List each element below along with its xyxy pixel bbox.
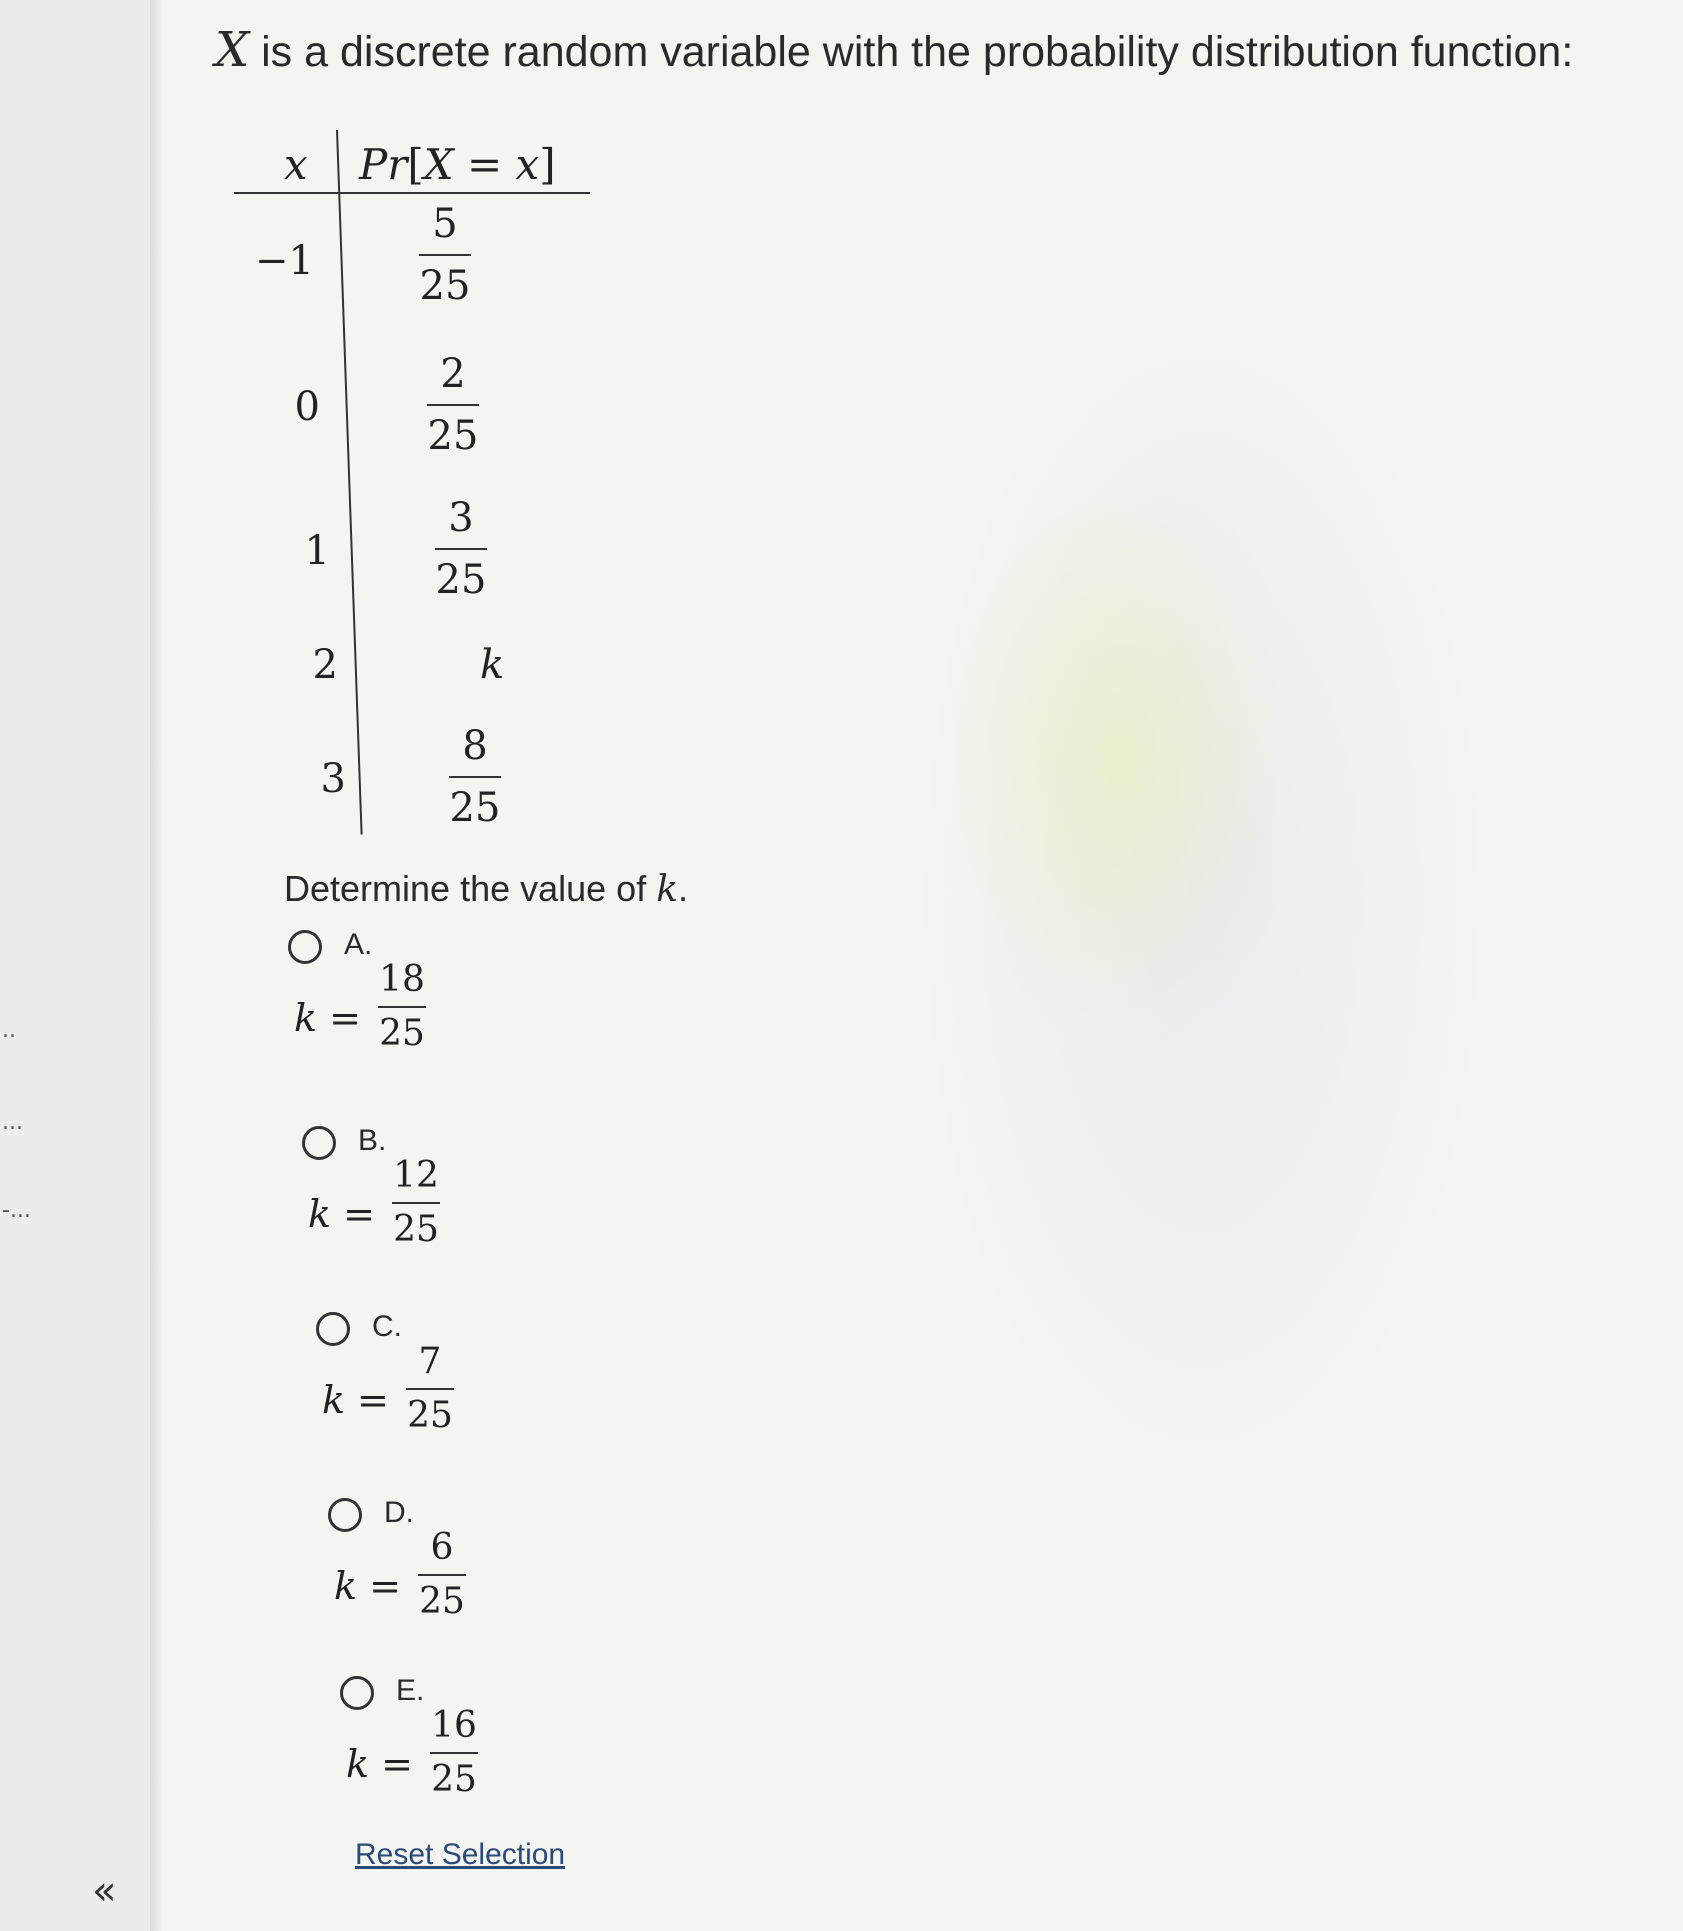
panel-divider[interactable]: [150, 0, 162, 1931]
sidebar-ellipsis-3[interactable]: -...: [2, 1198, 31, 1223]
table-header-x: x: [284, 140, 308, 189]
option-equation: k =: [322, 1378, 389, 1422]
option-equation: k =: [334, 1564, 401, 1608]
radio-button-a[interactable]: [288, 930, 322, 964]
answer-option-b[interactable]: [302, 1126, 562, 1266]
table-row-x: 0: [294, 384, 320, 430]
table-row-probability: 8 25: [449, 723, 501, 831]
table-header-rule: [234, 192, 590, 194]
radio-button-c[interactable]: [316, 1312, 350, 1346]
probability-table: [234, 130, 594, 840]
table-row-probability: 2 25: [427, 351, 479, 459]
question-text-rest: is a discrete random variable with the probability distribution function:: [249, 28, 1574, 76]
option-fraction: 7 25: [407, 1341, 453, 1436]
table-row-probability: 3 25: [435, 495, 487, 603]
answer-option-d[interactable]: [328, 1498, 588, 1638]
table-header-probability: Pr[X = x]: [359, 140, 556, 189]
answer-option-a[interactable]: [288, 930, 548, 1070]
option-equation: k =: [346, 1742, 413, 1786]
radio-button-b[interactable]: [302, 1126, 336, 1160]
option-fraction: 18 25: [379, 959, 425, 1054]
sidebar-ellipsis-2[interactable]: ...: [2, 1110, 23, 1135]
reset-selection-link[interactable]: Reset Selection: [355, 1838, 566, 1871]
table-row-x: 1: [304, 528, 330, 574]
question-prompt: Determine the value of k.: [284, 868, 689, 910]
left-sidebar: [0, 0, 153, 1931]
radio-button-d[interactable]: [328, 1498, 362, 1532]
option-letter: E.: [396, 1674, 425, 1707]
option-fraction: 6 25: [419, 1527, 465, 1622]
sidebar-ellipsis-1[interactable]: ..: [2, 1018, 16, 1043]
option-fraction: 12 25: [393, 1155, 439, 1250]
option-letter: A.: [344, 928, 373, 961]
option-fraction: 16 25: [431, 1705, 477, 1800]
table-row-x: −1: [255, 238, 314, 284]
table-row-x: 2: [312, 642, 338, 688]
option-letter: C.: [372, 1310, 402, 1343]
table-row-probability-unknown: k: [480, 642, 505, 688]
option-letter: B.: [358, 1124, 387, 1157]
table-row-probability: 5 25: [419, 201, 471, 309]
random-variable-symbol: X: [215, 22, 250, 78]
option-equation: k =: [294, 996, 361, 1040]
option-letter: D.: [384, 1496, 414, 1529]
option-equation: k =: [308, 1192, 375, 1236]
answer-option-c[interactable]: [316, 1312, 576, 1452]
answer-option-e[interactable]: [340, 1676, 600, 1816]
table-row-x: 3: [320, 756, 346, 802]
radio-button-e[interactable]: [340, 1676, 374, 1710]
question-text: [215, 22, 1573, 78]
table-column-rule: [336, 130, 363, 835]
collapse-sidebar-icon[interactable]: «: [92, 1868, 117, 1914]
